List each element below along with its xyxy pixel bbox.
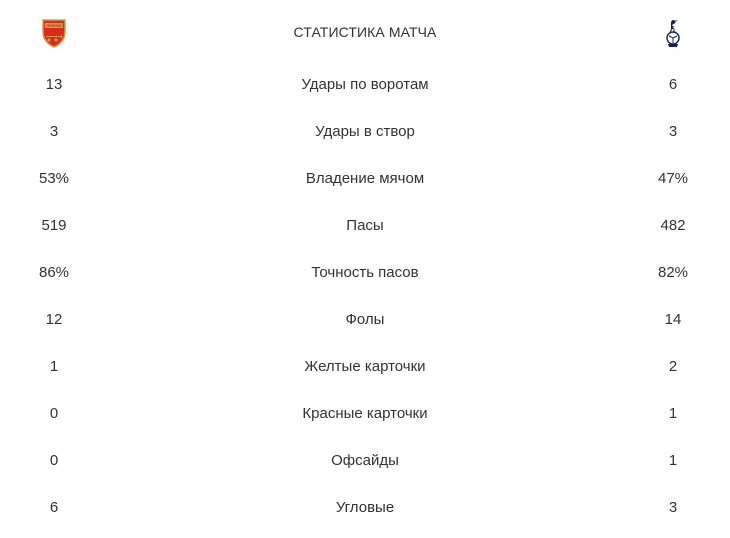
away-value: 3 xyxy=(668,123,678,140)
stat-row-passes xyxy=(0,202,730,249)
stat-row-fouls xyxy=(0,296,730,343)
stat-row-corners xyxy=(0,484,730,531)
away-value: 1 xyxy=(668,452,678,469)
home-value: 0 xyxy=(49,405,59,422)
away-value: 14 xyxy=(664,311,682,328)
home-value: 3 xyxy=(49,123,59,140)
home-value: 519 xyxy=(41,217,67,234)
away-value: 47% xyxy=(657,170,689,187)
stat-label: Фолы xyxy=(345,311,385,328)
away-value: 82% xyxy=(657,264,689,281)
stat-label: Владение мячом xyxy=(305,170,425,187)
stats-header xyxy=(0,10,730,56)
stats-table xyxy=(0,61,730,531)
stat-row-possession xyxy=(0,155,730,202)
away-value: 6 xyxy=(668,76,678,93)
stat-row-yellow-cards xyxy=(0,343,730,390)
home-value: 0 xyxy=(49,452,59,469)
stat-label: Удары по воротам xyxy=(301,76,429,93)
stat-label: Желтые карточки xyxy=(304,358,426,375)
stat-label: Точность пасов xyxy=(311,264,419,281)
stat-label: Удары в створ xyxy=(315,123,415,140)
away-value: 2 xyxy=(668,358,678,375)
home-value: 12 xyxy=(45,311,63,328)
arsenal-crest-icon xyxy=(37,16,71,50)
tottenham-crest-icon xyxy=(656,16,690,50)
home-value: 1 xyxy=(49,358,59,375)
arsenal-logo-text: Arsenal xyxy=(46,23,62,29)
arsenal-crest-svg xyxy=(41,18,67,48)
page-title: СТАТИСТИКА МАТЧА xyxy=(293,24,437,40)
home-value: 13 xyxy=(45,76,63,93)
stat-row-shots xyxy=(0,61,730,108)
stat-label: Офсайды xyxy=(331,452,399,469)
home-value: 6 xyxy=(49,499,59,516)
stat-row-offsides xyxy=(0,437,730,484)
home-value: 53% xyxy=(38,170,70,187)
stat-label: Угловые xyxy=(335,499,395,516)
stat-row-shots-on-target xyxy=(0,108,730,155)
stat-row-pass-accuracy xyxy=(0,249,730,296)
away-value: 3 xyxy=(668,499,678,516)
home-value: 86% xyxy=(38,264,70,281)
away-value: 482 xyxy=(660,217,686,234)
tottenham-crest-svg xyxy=(662,17,684,49)
stat-row-red-cards xyxy=(0,390,730,437)
stat-label: Пасы xyxy=(346,217,384,234)
stat-label: Красные карточки xyxy=(302,405,428,422)
away-value: 1 xyxy=(668,405,678,422)
